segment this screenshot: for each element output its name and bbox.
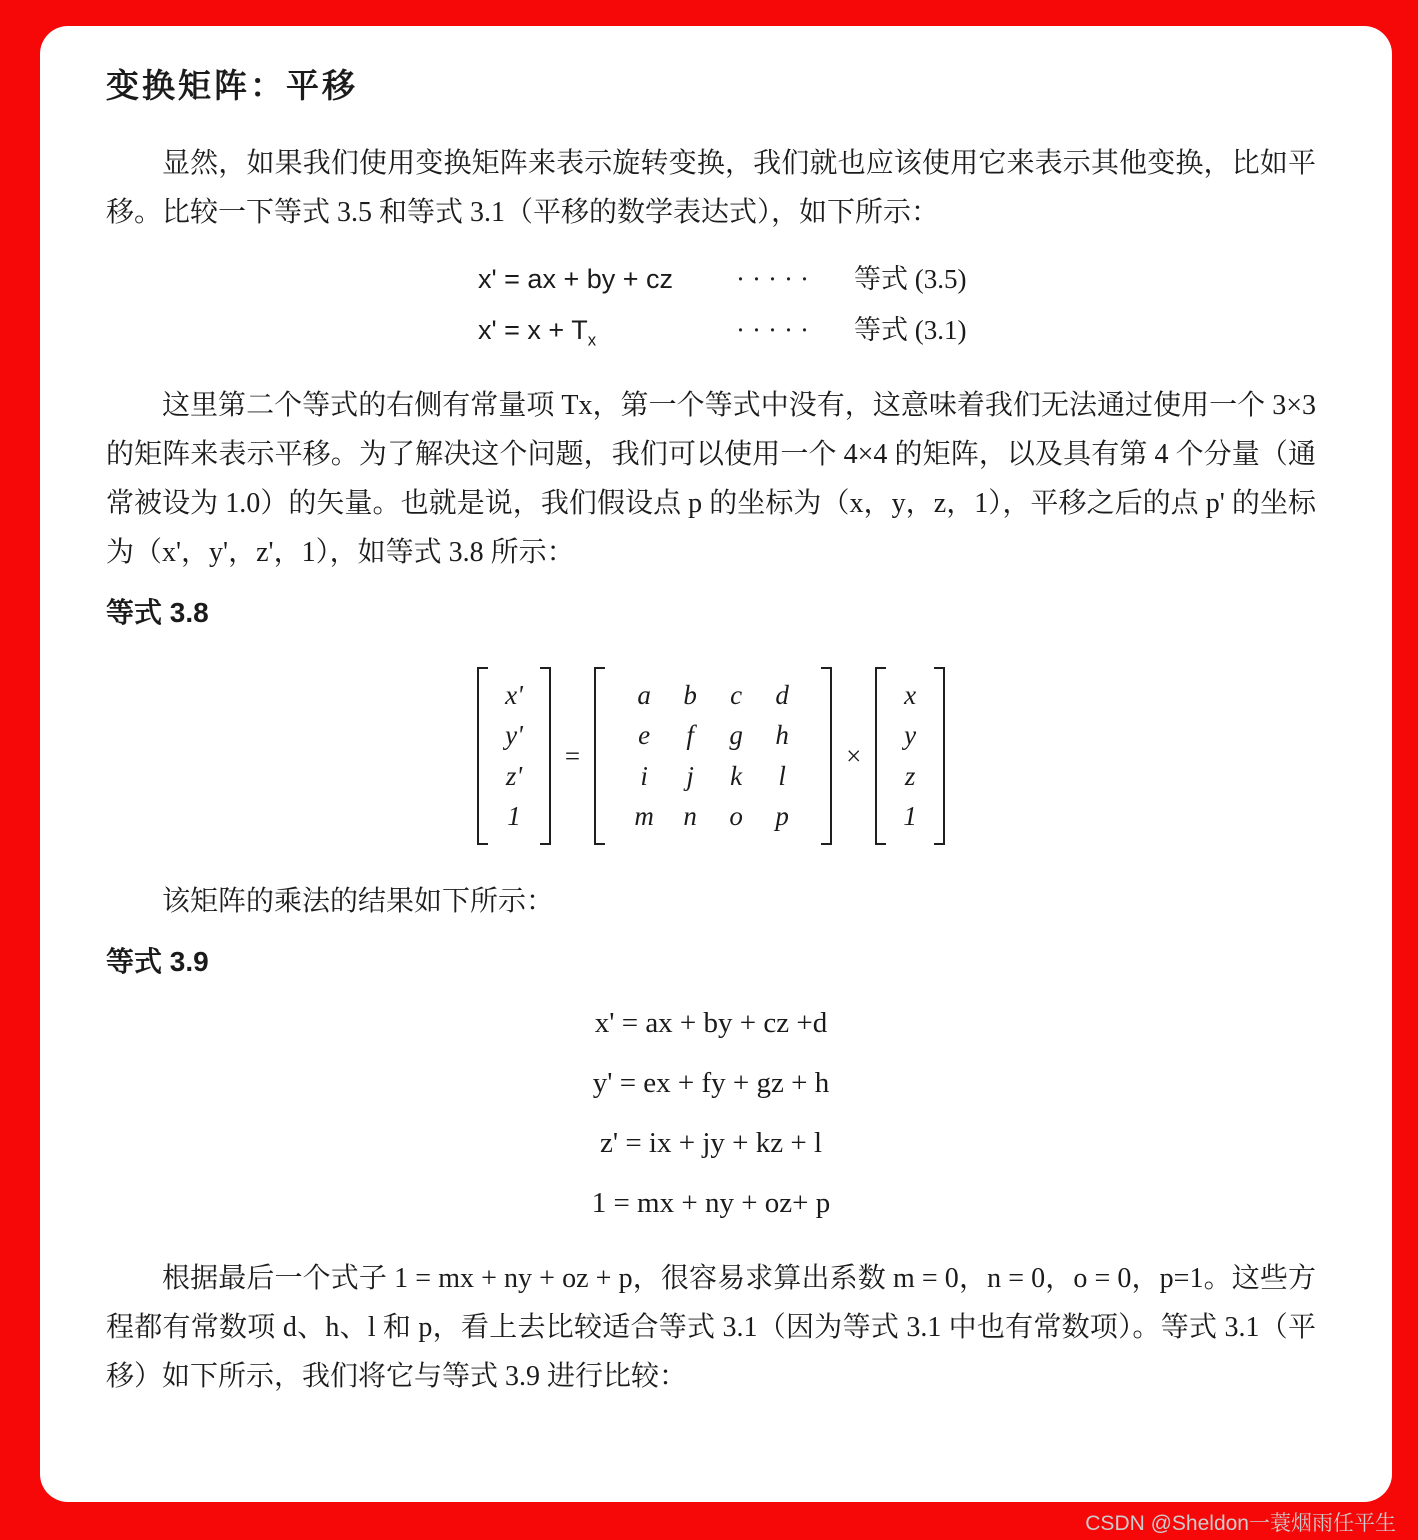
rhs-vector-entries bbox=[886, 667, 934, 845]
matrix-entry: g bbox=[729, 720, 743, 751]
book-page bbox=[40, 26, 1392, 1502]
matrix-entry: m bbox=[634, 801, 654, 832]
rhs-vector bbox=[875, 667, 945, 845]
equation-3-8-heading: 等式 3.8 bbox=[106, 597, 209, 628]
vector-entry: z' bbox=[505, 760, 523, 791]
equation-group-3-5-3-1 bbox=[478, 257, 1316, 359]
equation-3-9-line-z: z' = ix + jy + kz + l bbox=[599, 1127, 823, 1159]
equation-3-9-line-x: x' = ax + by + cz +d bbox=[594, 1007, 828, 1039]
watermark: CSDN @Sheldon一蓑烟雨任平生 bbox=[1085, 1512, 1396, 1535]
paragraph-intro: 显然，如果我们使用变换矩阵来表示旋转变换，我们就也应该使用它来表示其他变换，比如平移。比较一下等式 3.5 和等式 3.1（平移的数学表达式），如下所示： bbox=[106, 148, 1316, 228]
right-bracket bbox=[821, 667, 832, 845]
vector-entry: 1 bbox=[903, 801, 917, 832]
matrix-entry: h bbox=[775, 720, 789, 751]
matrix-entry: d bbox=[775, 679, 789, 710]
vector-entry: y bbox=[904, 720, 917, 751]
equation-3-9-lines bbox=[106, 1007, 1316, 1220]
paragraph-explanation: 这里第二个等式的右侧有常量项 Tx，第一个等式中没有，这意味着我们无法通过使用一个 3×3 的矩阵来表示平移。为了解决这个问题，我们可以使用一个 4×4 的矩阵，以及具有第 4 个分量（通常被设为 1.0）的矢量。也就是说，我们假设点 p 的坐标为（x，y，z，1），平移之后的点 p' 的坐标为（x'，y'，z'，1），如等式 3.8 所示： bbox=[106, 390, 1316, 568]
page-title: 变换矩阵：平移 bbox=[106, 67, 358, 104]
equation-3-1-label: 等式 (3.1) bbox=[854, 315, 967, 345]
matrix-entry: k bbox=[730, 760, 743, 791]
matrix-entry: f bbox=[686, 720, 694, 751]
vector-entry: x bbox=[904, 679, 917, 710]
equation-3-1-dots: ····· bbox=[736, 315, 816, 345]
equation-3-9-heading: 等式 3.9 bbox=[106, 946, 209, 977]
multiply-sign: × bbox=[846, 740, 862, 771]
matrix-entry: b bbox=[683, 679, 697, 710]
equation-3-1-subscript: x bbox=[587, 330, 597, 350]
right-bracket bbox=[540, 667, 551, 845]
vector-entry: z bbox=[904, 760, 916, 791]
matrix-entry: n bbox=[683, 801, 697, 832]
paragraph-result-intro: 该矩阵的乘法的结果如下所示： bbox=[162, 886, 555, 917]
left-bracket bbox=[875, 667, 886, 845]
matrix-entry: l bbox=[778, 760, 786, 791]
matrix-entry: c bbox=[730, 679, 743, 710]
equals-sign: = bbox=[564, 740, 581, 771]
left-bracket bbox=[477, 667, 488, 845]
equation-3-9-line-w: 1 = mx + ny + oz+ p bbox=[591, 1187, 831, 1219]
equation-3-5 bbox=[478, 257, 1316, 308]
matrix-entry: p bbox=[775, 801, 789, 832]
vector-entry: y' bbox=[505, 720, 523, 751]
left-bracket bbox=[594, 667, 605, 845]
matrix-entry: o bbox=[729, 801, 743, 832]
equation-3-1 bbox=[478, 308, 1316, 359]
coefficient-matrix-entries bbox=[605, 667, 821, 845]
equation-3-5-dots: ····· bbox=[736, 264, 816, 294]
equation-3-5-formula: x' = ax + by + cz bbox=[478, 264, 673, 294]
right-bracket bbox=[934, 667, 945, 845]
matrix-entry: e bbox=[638, 720, 651, 751]
equation-3-1-formula bbox=[478, 315, 736, 350]
coefficient-matrix bbox=[594, 667, 832, 845]
paragraph-conclusion: 根据最后一个式子 1 = mx + ny + oz + p，很容易求算出系数 m = 0，n = 0，o = 0，p=1。这些方程都有常数项 d、h、l 和 p，看上去比较适合等式 3.1（因为等式 3.1 中也有常数项）。等式 3.1（平移）如下所示，我们将它与等式 3.9 进行比较： bbox=[106, 1263, 1316, 1392]
vector-entry: x' bbox=[505, 679, 523, 710]
lhs-vector-entries bbox=[488, 667, 540, 845]
matrix-entry: i bbox=[640, 760, 648, 791]
equation-3-5-label: 等式 (3.5) bbox=[854, 264, 967, 294]
matrix-entry: j bbox=[686, 760, 694, 791]
equation-3-1-formula-main: x' = x + T bbox=[478, 315, 588, 345]
equation-3-9-line-y: y' = ex + fy + gz + h bbox=[592, 1067, 830, 1099]
equation-3-8-matrix bbox=[106, 667, 1316, 845]
lhs-vector bbox=[477, 667, 551, 845]
matrix-entry: a bbox=[637, 679, 651, 710]
vector-entry: 1 bbox=[507, 801, 521, 832]
